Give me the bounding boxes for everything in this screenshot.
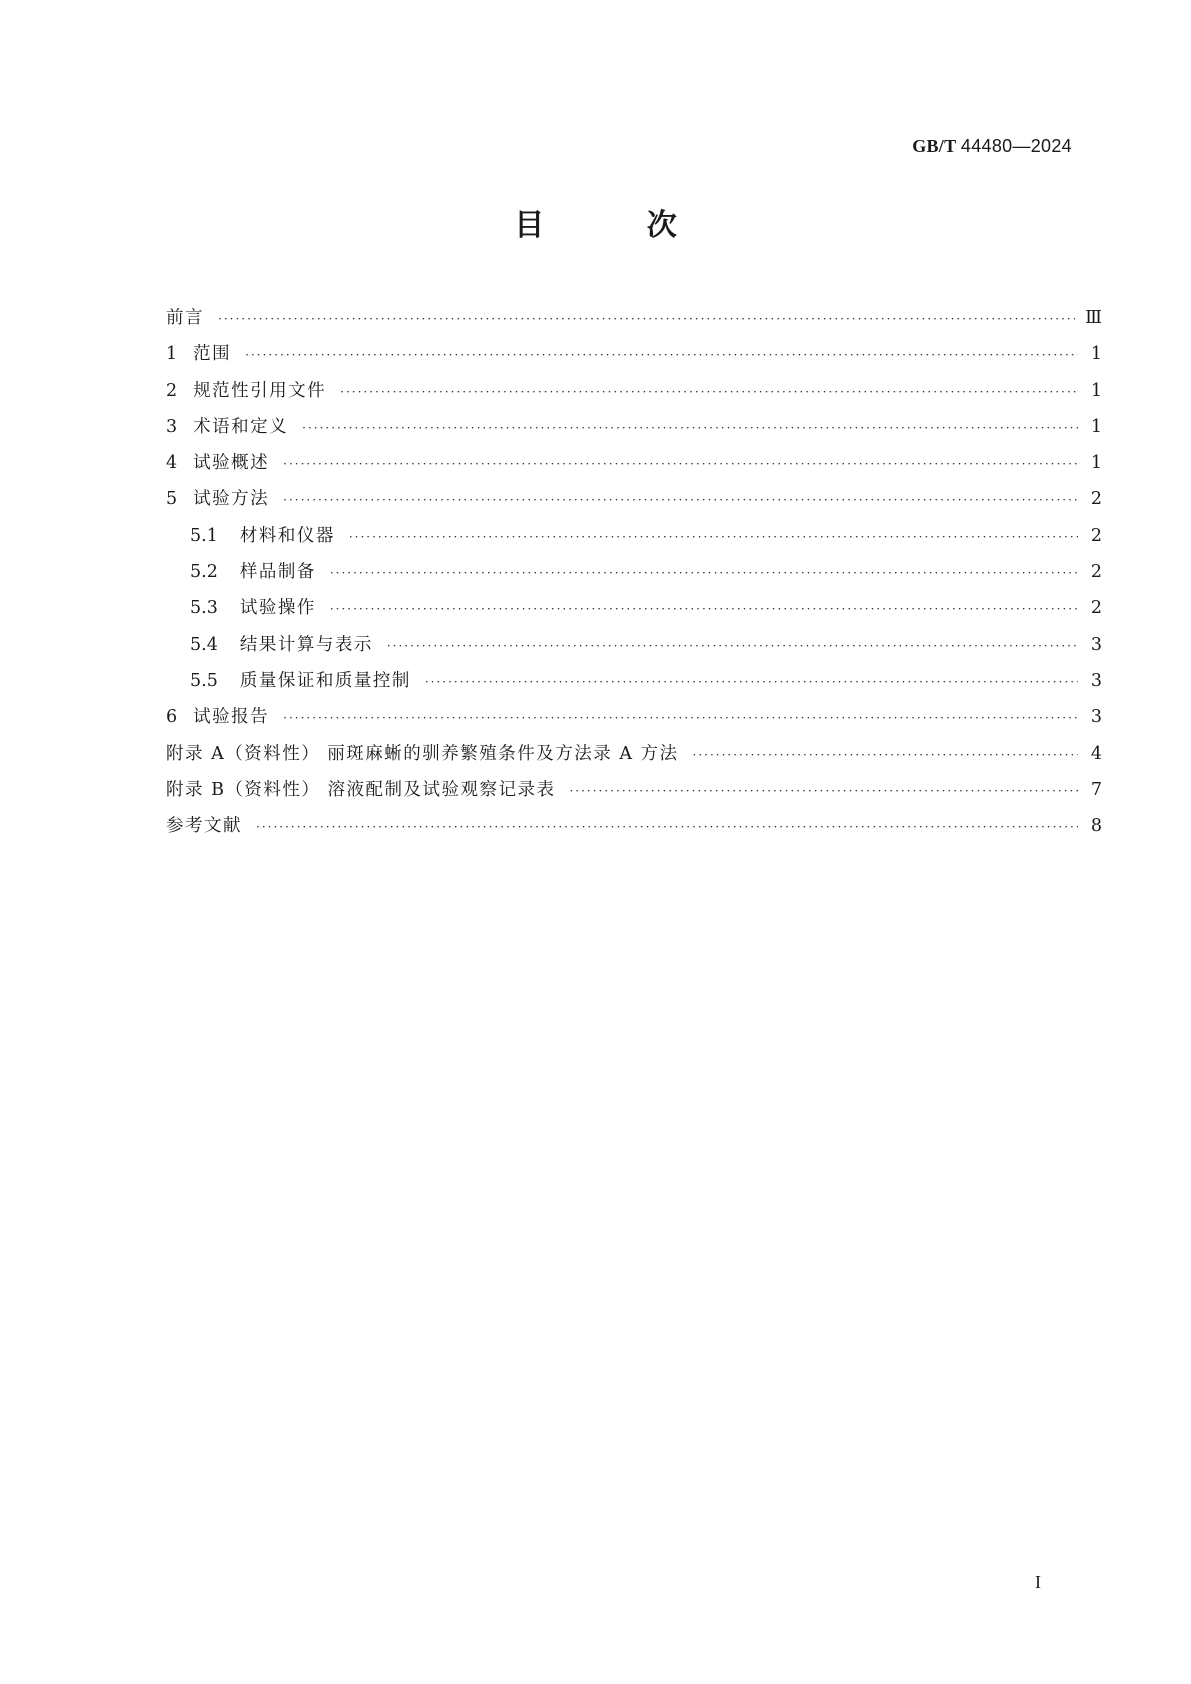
toc-entry-number: 1 (166, 344, 178, 365)
toc-entry-label: 附录 B（资料性） 溶液配制及试验观察记录表 (166, 779, 556, 800)
toc-entry[interactable] (166, 409, 1102, 445)
toc-entry[interactable] (166, 518, 1102, 554)
toc-entry-page: 3 (1090, 707, 1102, 728)
table-of-contents (166, 300, 1102, 844)
toc-entry-page: 4 (1090, 743, 1102, 764)
toc-dot-leader (693, 737, 1078, 773)
toc-entry[interactable] (166, 300, 1102, 336)
toc-entry-label: 试验方法 (193, 489, 270, 510)
toc-entry-label: 术语和定义 (193, 416, 289, 437)
toc-entry-page: 2 (1090, 562, 1102, 583)
standard-code-number: 44480—2024 (960, 136, 1072, 156)
toc-entry-page: 1 (1090, 344, 1102, 365)
toc-entry-label: 附录 A（资料性） 丽斑麻蜥的驯养繁殖条件及方法录 A 方法 (166, 743, 679, 764)
toc-entry-number: 5.4 (190, 634, 218, 655)
toc-entry-label: 样品制备 (239, 562, 316, 583)
toc-entry-page: 2 (1090, 598, 1102, 619)
toc-dot-leader (283, 446, 1078, 482)
toc-entry[interactable] (166, 336, 1102, 372)
toc-entry[interactable] (166, 772, 1102, 808)
toc-dot-leader (330, 591, 1078, 627)
toc-dot-leader (245, 337, 1078, 373)
toc-entry-number: 5.1 (190, 525, 218, 546)
toc-dot-leader (218, 301, 1075, 337)
toc-entry-page: 8 (1090, 816, 1102, 837)
toc-dot-leader (283, 700, 1078, 736)
toc-dot-leader (330, 555, 1078, 591)
toc-entry-label: 试验操作 (239, 598, 316, 619)
toc-entry-number: 5.2 (190, 562, 218, 583)
toc-dot-leader (283, 482, 1078, 518)
toc-entry-label: 规范性引用文件 (193, 380, 327, 401)
toc-entry-number: 4 (166, 453, 178, 474)
toc-entry-number: 5 (166, 489, 178, 510)
toc-entry[interactable] (166, 663, 1102, 699)
toc-dot-leader (349, 519, 1078, 555)
toc-entry[interactable] (166, 699, 1102, 735)
toc-entry-label: 范围 (193, 344, 232, 365)
toc-dot-leader (256, 809, 1078, 845)
toc-entry-page: 1 (1090, 416, 1102, 437)
toc-dot-leader (387, 628, 1078, 664)
toc-entry-page: 7 (1090, 779, 1102, 800)
toc-dot-leader (340, 374, 1078, 410)
toc-entry-page: 2 (1090, 525, 1102, 546)
page-number: I (1035, 1572, 1041, 1592)
toc-entry-page: 2 (1090, 489, 1102, 510)
toc-entry[interactable] (166, 808, 1102, 844)
toc-entry-number: 5.3 (190, 598, 218, 619)
toc-entry-label: 试验概述 (193, 453, 270, 474)
toc-entry-label: 结果计算与表示 (239, 634, 373, 655)
toc-entry-label: 质量保证和质量控制 (239, 670, 411, 691)
toc-entry-label: 材料和仪器 (239, 525, 335, 546)
toc-entry[interactable] (166, 373, 1102, 409)
toc-entry[interactable] (166, 481, 1102, 517)
toc-entry[interactable] (166, 590, 1102, 626)
toc-entry-number: 6 (166, 707, 178, 728)
standard-code-prefix: GB/T (912, 136, 957, 156)
toc-entry-page: 3 (1090, 670, 1102, 691)
toc-dot-leader (425, 664, 1078, 700)
toc-entry-number: 3 (166, 416, 178, 437)
toc-dot-leader (569, 773, 1078, 809)
toc-entry-page: Ⅲ (1085, 308, 1102, 328)
toc-entry[interactable] (166, 736, 1102, 772)
toc-entry-number: 2 (166, 380, 178, 401)
toc-entry[interactable] (166, 445, 1102, 481)
toc-entry-page: 1 (1090, 380, 1102, 401)
page-title: 目 次 (514, 208, 723, 243)
toc-entry-page: 3 (1090, 634, 1102, 655)
toc-entry[interactable] (166, 627, 1102, 663)
toc-entry-label: 前言 (166, 308, 204, 328)
toc-dot-leader (302, 410, 1078, 446)
toc-entry-page: 1 (1090, 453, 1102, 474)
toc-entry-label: 参考文献 (166, 816, 242, 837)
toc-entry[interactable] (166, 554, 1102, 590)
toc-entry-label: 试验报告 (193, 707, 270, 728)
standard-code (912, 136, 1072, 157)
toc-entry-number: 5.5 (190, 670, 218, 691)
